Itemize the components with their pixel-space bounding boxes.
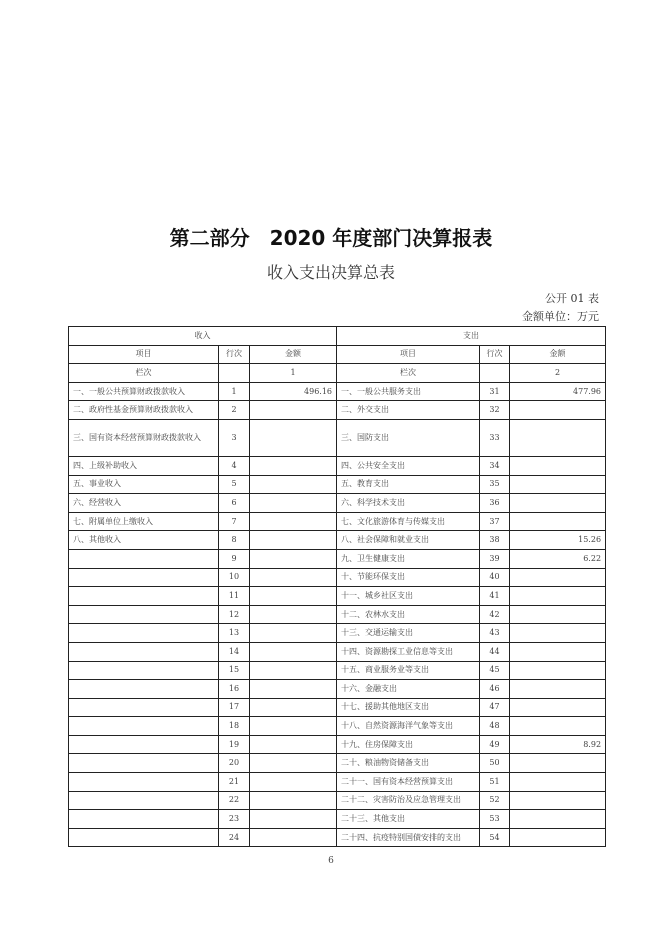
- income-item: [69, 791, 219, 810]
- income-amount: [250, 419, 337, 456]
- expense-item: 十六、金融支出: [337, 680, 480, 699]
- income-amount: [250, 773, 337, 792]
- table-row: [69, 512, 606, 531]
- expense-amount: [510, 475, 606, 494]
- income-line-no: 11: [219, 587, 250, 606]
- expense-amount: [510, 680, 606, 699]
- income-amount: [250, 791, 337, 810]
- income-line-no: 8: [219, 531, 250, 550]
- expense-item: 四、公共安全支出: [337, 456, 480, 475]
- table-row: [69, 605, 606, 624]
- income-line-no: 24: [219, 828, 250, 847]
- income-item-header: 项目: [69, 345, 219, 364]
- table-row: [69, 810, 606, 829]
- income-item: [69, 680, 219, 699]
- expense-item: 十五、商业服务业等支出: [337, 661, 480, 680]
- income-col-number: 1: [250, 364, 337, 383]
- income-item: 三、国有资本经营预算财政拨款收入: [69, 419, 219, 456]
- expense-amount: [510, 512, 606, 531]
- income-amount: [250, 475, 337, 494]
- income-amount: [250, 512, 337, 531]
- table-row: [69, 401, 606, 420]
- empty-cell: [219, 364, 250, 383]
- income-line-no: 21: [219, 773, 250, 792]
- table-row: [69, 475, 606, 494]
- expense-line-no: 33: [480, 419, 510, 456]
- expense-line-no: 39: [480, 549, 510, 568]
- expense-amount: [510, 661, 606, 680]
- expense-item: 一、一般公共服务支出: [337, 382, 480, 401]
- expense-amount: [510, 419, 606, 456]
- income-amount: [250, 401, 337, 420]
- table-row: [69, 531, 606, 550]
- income-line-no: 15: [219, 661, 250, 680]
- income-col-label: 栏次: [69, 364, 219, 383]
- expense-line-no: 46: [480, 680, 510, 699]
- income-line-no: 9: [219, 549, 250, 568]
- expense-item: 十、节能环保支出: [337, 568, 480, 587]
- expense-line-no: 54: [480, 828, 510, 847]
- table-row: [69, 717, 606, 736]
- income-item: 一、一般公共预算财政拨款收入: [69, 382, 219, 401]
- income-amount: [250, 624, 337, 643]
- income-line-no: 18: [219, 717, 250, 736]
- income-amount: [250, 549, 337, 568]
- income-line-no: 7: [219, 512, 250, 531]
- table-row: [69, 456, 606, 475]
- income-expense-table: [68, 326, 606, 847]
- expense-line-no: 50: [480, 754, 510, 773]
- table-row: [69, 791, 606, 810]
- expense-amount: [510, 568, 606, 587]
- income-amount: [250, 754, 337, 773]
- expense-item: 二十、粮油物资储备支出: [337, 754, 480, 773]
- income-amount: [250, 810, 337, 829]
- expense-item: 二十三、其他支出: [337, 810, 480, 829]
- table-row: [69, 494, 606, 513]
- expense-amount: [510, 717, 606, 736]
- expense-line-no: 42: [480, 605, 510, 624]
- income-line-no: 2: [219, 401, 250, 420]
- income-line-no: 22: [219, 791, 250, 810]
- expense-line-no: 36: [480, 494, 510, 513]
- empty-cell: [480, 364, 510, 383]
- income-item: [69, 828, 219, 847]
- income-line-no: 19: [219, 735, 250, 754]
- income-line-header: 行次: [219, 345, 250, 364]
- expense-line-no: 44: [480, 642, 510, 661]
- expense-amount: [510, 810, 606, 829]
- income-item: [69, 549, 219, 568]
- expense-amount: [510, 456, 606, 475]
- expense-line-no: 38: [480, 531, 510, 550]
- expense-item: 三、国防支出: [337, 419, 480, 456]
- expense-line-header: 行次: [480, 345, 510, 364]
- income-item: [69, 698, 219, 717]
- expense-line-no: 48: [480, 717, 510, 736]
- income-line-no: 5: [219, 475, 250, 494]
- page-number: 6: [328, 856, 334, 866]
- expense-line-no: 40: [480, 568, 510, 587]
- expense-item-header: 项目: [337, 345, 480, 364]
- income-item: [69, 642, 219, 661]
- expense-item: 二十二、灾害防治及应急管理支出: [337, 791, 480, 810]
- expense-line-no: 34: [480, 456, 510, 475]
- expense-amount: [510, 754, 606, 773]
- expense-amount: [510, 828, 606, 847]
- income-item: [69, 587, 219, 606]
- expense-amount: [510, 587, 606, 606]
- expense-item: 九、卫生健康支出: [337, 549, 480, 568]
- expense-line-no: 45: [480, 661, 510, 680]
- table-row: [69, 698, 606, 717]
- expense-item: 十三、交通运输支出: [337, 624, 480, 643]
- income-amount: [250, 587, 337, 606]
- table-row: [69, 680, 606, 699]
- income-line-no: 4: [219, 456, 250, 475]
- income-line-no: 16: [219, 680, 250, 699]
- income-line-no: 13: [219, 624, 250, 643]
- income-line-no: 6: [219, 494, 250, 513]
- income-header: 收入: [69, 327, 337, 346]
- expense-line-no: 43: [480, 624, 510, 643]
- table-row: [69, 587, 606, 606]
- income-item: 四、上级补助收入: [69, 456, 219, 475]
- income-item: [69, 735, 219, 754]
- income-item: [69, 810, 219, 829]
- income-amount: [250, 605, 337, 624]
- income-amount: [250, 828, 337, 847]
- income-item: [69, 568, 219, 587]
- expense-amount: 6.22: [510, 549, 606, 568]
- expense-col-label: 栏次: [337, 364, 480, 383]
- expense-item: 五、教育支出: [337, 475, 480, 494]
- income-amount-header: 金额: [250, 345, 337, 364]
- column-header-row: [69, 345, 606, 364]
- table-row: [69, 828, 606, 847]
- expense-line-no: 32: [480, 401, 510, 420]
- expense-amount: 8.92: [510, 735, 606, 754]
- expense-header: 支出: [337, 327, 606, 346]
- expense-line-no: 35: [480, 475, 510, 494]
- table-row: [69, 568, 606, 587]
- table-row: [69, 549, 606, 568]
- expense-line-no: 53: [480, 810, 510, 829]
- expense-amount: 477.96: [510, 382, 606, 401]
- expense-line-no: 41: [480, 587, 510, 606]
- income-line-no: 3: [219, 419, 250, 456]
- expense-item: 二、外交支出: [337, 401, 480, 420]
- income-item: 六、经营收入: [69, 494, 219, 513]
- expense-amount: [510, 401, 606, 420]
- income-line-no: 20: [219, 754, 250, 773]
- expense-item: 七、文化旅游体育与传媒支出: [337, 512, 480, 531]
- table-title: 收入支出决算总表: [266, 263, 395, 282]
- income-line-no: 1: [219, 382, 250, 401]
- column-index-row: [69, 364, 606, 383]
- income-item: 七、附属单位上缴收入: [69, 512, 219, 531]
- expense-item: 十九、住房保障支出: [337, 735, 480, 754]
- income-item: 五、事业收入: [69, 475, 219, 494]
- expense-amount: [510, 642, 606, 661]
- table-row: [69, 735, 606, 754]
- income-amount: [250, 661, 337, 680]
- form-number: 公开 01 表: [545, 292, 599, 305]
- expense-amount: 15.26: [510, 531, 606, 550]
- income-item: [69, 661, 219, 680]
- amount-unit: 金额单位：万元: [522, 310, 599, 323]
- income-line-no: 14: [219, 642, 250, 661]
- income-amount: [250, 642, 337, 661]
- expense-amount: [510, 624, 606, 643]
- table-row: [69, 382, 606, 401]
- income-line-no: 12: [219, 605, 250, 624]
- expense-amount: [510, 791, 606, 810]
- income-amount: [250, 680, 337, 699]
- income-item: 八、其他收入: [69, 531, 219, 550]
- income-item: 二、政府性基金预算财政拨款收入: [69, 401, 219, 420]
- expense-line-no: 49: [480, 735, 510, 754]
- expense-item: 十一、城乡社区支出: [337, 587, 480, 606]
- expense-item: 十七、援助其他地区支出: [337, 698, 480, 717]
- expense-line-no: 47: [480, 698, 510, 717]
- income-line-no: 10: [219, 568, 250, 587]
- expense-amount: [510, 494, 606, 513]
- table-row: [69, 419, 606, 456]
- income-item: [69, 624, 219, 643]
- expense-item: 十四、资源勘探工业信息等支出: [337, 642, 480, 661]
- income-amount: [250, 735, 337, 754]
- expense-item: 二十四、抗疫特别国债安排的支出: [337, 828, 480, 847]
- expense-item: 二十一、国有资本经营预算支出: [337, 773, 480, 792]
- income-item: [69, 754, 219, 773]
- expense-amount: [510, 698, 606, 717]
- expense-line-no: 31: [480, 382, 510, 401]
- expense-item: 十二、农林水支出: [337, 605, 480, 624]
- income-line-no: 23: [219, 810, 250, 829]
- income-item: [69, 605, 219, 624]
- expense-amount-header: 金额: [510, 345, 606, 364]
- income-amount: [250, 494, 337, 513]
- expense-amount: [510, 773, 606, 792]
- income-amount: [250, 456, 337, 475]
- table-row: [69, 642, 606, 661]
- table-row: [69, 773, 606, 792]
- table-row: [69, 624, 606, 643]
- income-item: [69, 773, 219, 792]
- expense-amount: [510, 605, 606, 624]
- income-item: [69, 717, 219, 736]
- expense-line-no: 37: [480, 512, 510, 531]
- income-amount: [250, 568, 337, 587]
- income-amount: [250, 717, 337, 736]
- table-row: [69, 661, 606, 680]
- table-row: [69, 754, 606, 773]
- expense-item: 六、科学技术支出: [337, 494, 480, 513]
- income-line-no: 17: [219, 698, 250, 717]
- expense-line-no: 52: [480, 791, 510, 810]
- expense-col-number: 2: [510, 364, 606, 383]
- income-amount: [250, 531, 337, 550]
- income-amount: 496.16: [250, 382, 337, 401]
- page-title: 第二部分 2020 年度部门决算报表: [169, 226, 493, 250]
- income-amount: [250, 698, 337, 717]
- expense-item: 十八、自然资源海洋气象等支出: [337, 717, 480, 736]
- expense-item: 八、社会保障和就业支出: [337, 531, 480, 550]
- expense-line-no: 51: [480, 773, 510, 792]
- section-header-row: [69, 327, 606, 346]
